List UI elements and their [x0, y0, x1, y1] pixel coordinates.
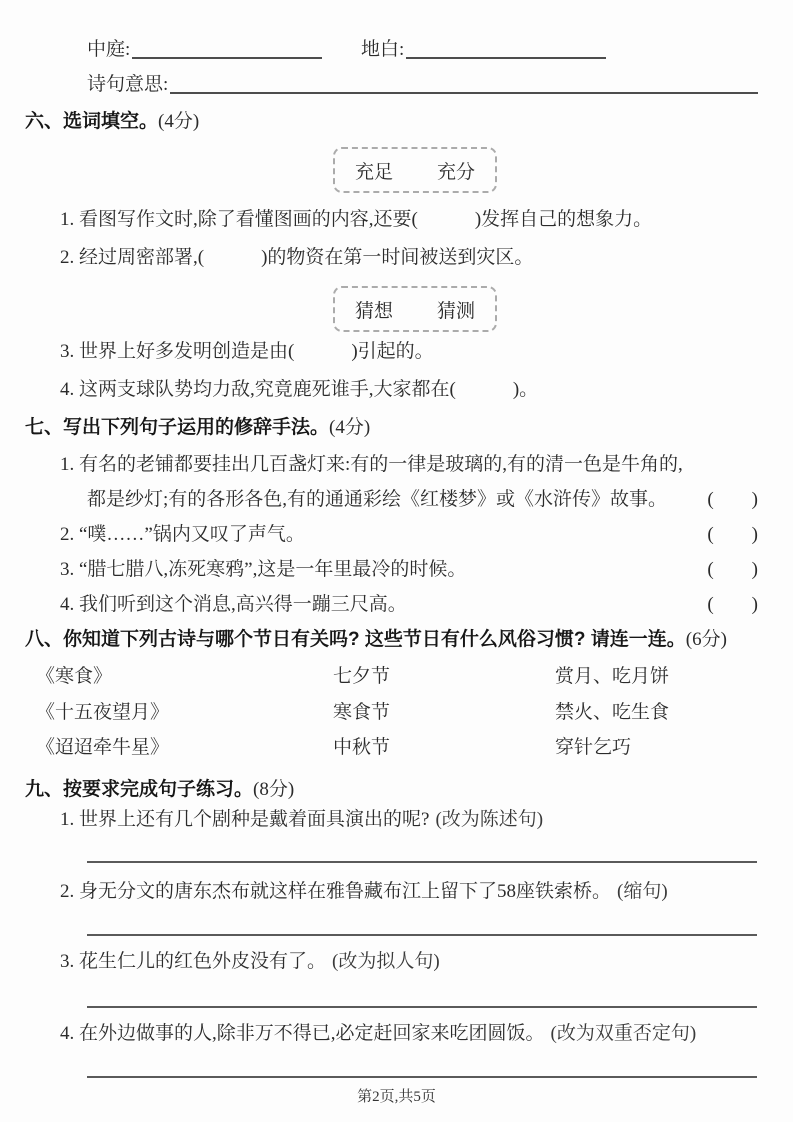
fill-label-zhongting: 中庭:: [87, 39, 131, 60]
section8-title: 八、你知道下列古诗与哪个节日有关吗? 这些节日有什么风俗习惯? 请连一连。: [25, 629, 686, 650]
rewrite-instruction: (改为双重否定句): [550, 1023, 697, 1044]
word-option: 猜测: [436, 300, 475, 322]
section6-item-1: 1. 看图写作文时,除了看懂图画的内容,还要( )发挥自己的想象力。: [60, 209, 653, 230]
section7-title: 七、写出下列句子运用的修辞手法。: [25, 417, 330, 438]
word-option: 充分: [436, 161, 475, 183]
match-poem-3: 《迢迢牵牛星》: [36, 737, 170, 758]
section9-title: 九、按要求完成句子练习。: [25, 779, 254, 800]
match-custom-2: 禁火、吃生食: [555, 702, 670, 723]
match-custom-3: 穿针乞巧: [555, 737, 632, 758]
answer-bracket[interactable]: ( ): [707, 594, 758, 615]
answer-line[interactable]: [87, 1006, 757, 1008]
sentence-text: 都是纱灯;有的各形各色,有的通通彩绘《红楼梦》或《水浒传》故事。: [87, 489, 668, 510]
rewrite-instruction: (改为拟人句): [332, 951, 440, 972]
fill-field-zhongting: [87, 37, 322, 63]
fill-field-meaning: [87, 72, 758, 98]
section6-score: (4分): [158, 111, 200, 132]
section9-score: (8分): [253, 779, 295, 800]
section7-item-3: [60, 557, 758, 583]
section6-item-2: 2. 经过周密部署,( )的物资在第一时间被送到灾区。: [60, 247, 534, 268]
rewrite-instruction: (改为陈述句): [435, 809, 544, 830]
answer-bracket[interactable]: ( ): [707, 489, 758, 510]
answer-blank-dibai[interactable]: [406, 39, 606, 59]
section9-item-1: [60, 807, 543, 833]
match-festival-2: 寒食节: [333, 702, 391, 723]
answer-line[interactable]: [87, 934, 757, 936]
answer-line[interactable]: [87, 861, 757, 863]
sentence-text: 1. 世界上还有几个剧种是戴着面具演出的呢?: [60, 809, 430, 830]
section9-item-2: [60, 879, 668, 905]
answer-blank-zhongting[interactable]: [132, 39, 322, 59]
match-custom-1: 赏月、吃月饼: [555, 666, 670, 687]
section7-item-2: [60, 522, 758, 548]
sentence-text: 2. 身无分文的唐东杰布就这样在雅鲁藏布江上留下了58座铁索桥。: [60, 881, 612, 902]
section7-score: (4分): [329, 417, 371, 438]
section6-item-3: 3. 世界上好多发明创造是由( )引起的。: [60, 341, 434, 362]
match-festival-1: 七夕节: [333, 666, 391, 687]
sentence-text: 4. 我们听到这个消息,高兴得一蹦三尺高。: [60, 594, 407, 615]
section9-item-4: [60, 1021, 696, 1047]
sentence-text: 4. 在外边做事的人,除非万不得已,必定赶回家来吃团圆饭。: [60, 1023, 545, 1044]
match-festival-3: 中秋节: [333, 737, 391, 758]
section6-heading: [25, 109, 199, 135]
word-choice-box-1: [333, 147, 497, 193]
match-poem-2: 《十五夜望月》: [36, 702, 170, 723]
match-poem-1: 《寒食》: [36, 666, 113, 687]
section7-item-1-line-1: 1. 有名的老铺都要挂出几百盏灯来:有的一律是玻璃的,有的清一色是牛角的,: [60, 454, 683, 475]
word-option: 猜想: [355, 300, 394, 322]
section9-item-3: [60, 949, 440, 975]
sentence-text: 3. 花生仁儿的红色外皮没有了。: [60, 951, 327, 972]
section6-title: 六、选词填空。: [25, 111, 159, 132]
section6-item-4: 4. 这两支球队势均力敌,究竟鹿死谁手,大家都在( )。: [60, 379, 539, 400]
sentence-text: 3. “腊七腊八,冻死寒鸦”,这是一年里最冷的时候。: [60, 559, 467, 580]
section7-item-1-line-2: [87, 487, 758, 513]
rewrite-instruction: (缩句): [617, 881, 668, 902]
answer-line[interactable]: [87, 1076, 757, 1078]
answer-blank-meaning[interactable]: [170, 74, 758, 94]
fill-label-dibai: 地白:: [361, 39, 405, 60]
section8-score: (6分): [685, 629, 727, 650]
answer-bracket[interactable]: ( ): [707, 524, 758, 545]
word-option: 充足: [355, 161, 394, 183]
fill-label-meaning: 诗句意思:: [87, 74, 169, 95]
page-number: 第2页,共5页: [357, 1089, 436, 1105]
fill-field-dibai: [361, 37, 606, 63]
section7-heading: [25, 415, 370, 441]
answer-bracket[interactable]: ( ): [707, 559, 758, 580]
section8-heading: [25, 627, 727, 653]
word-choice-box-2: [333, 286, 497, 332]
sentence-text: 2. “噗……”锅内又叹了声气。: [60, 524, 305, 545]
section9-heading: [25, 777, 294, 803]
section7-item-4: [60, 592, 758, 618]
